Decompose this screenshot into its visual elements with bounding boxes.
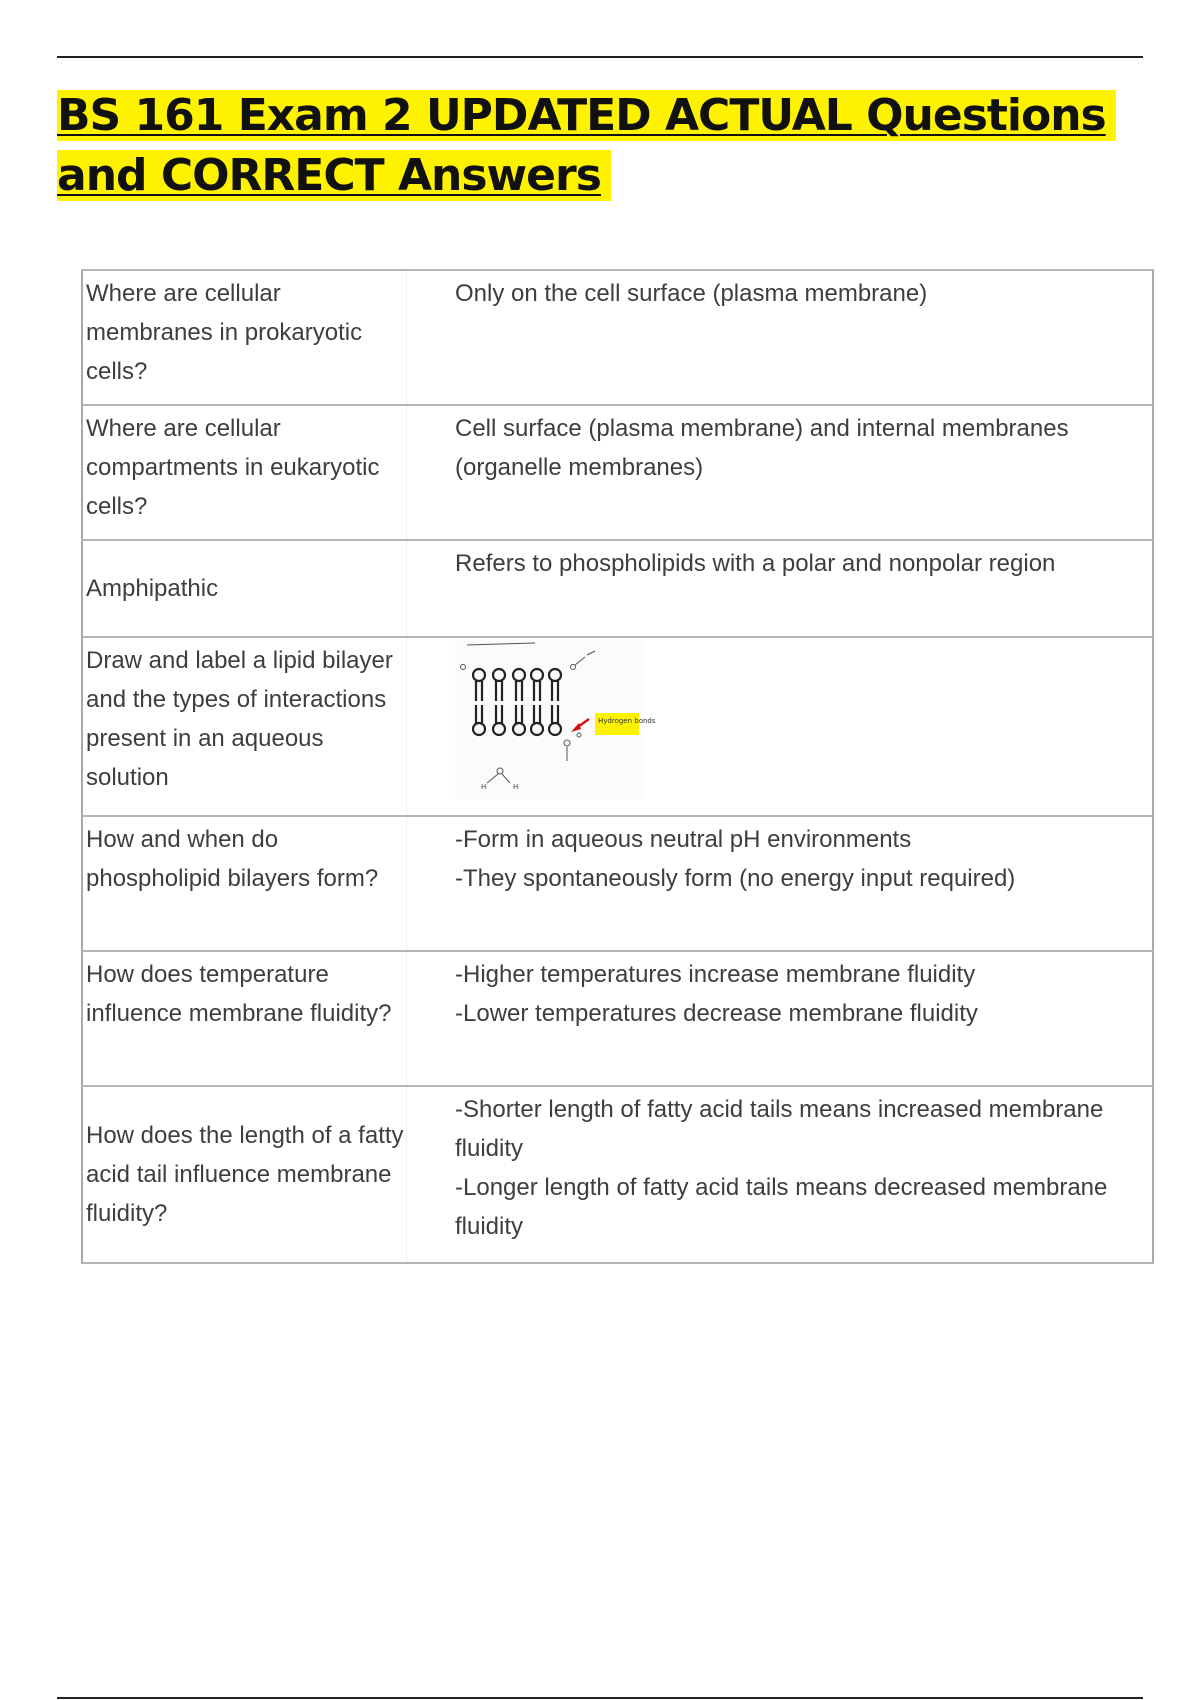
svg-text:H: H [513, 783, 519, 791]
table-row [82, 816, 1153, 951]
answer-line: -They spontaneously form (no energy input required) [455, 865, 1016, 892]
qa-table [81, 269, 1154, 1264]
answer-line: Cell surface (plasma membrane) and internal membranes (organelle membranes) [455, 415, 1069, 481]
lipid-bilayer-diagram [455, 639, 656, 799]
figure-label: Hydrogen bonds [598, 717, 656, 725]
answer-line: -Lower temperatures decrease membrane fluidity [455, 1000, 978, 1027]
answer-cell [407, 637, 1154, 816]
answer-cell [407, 951, 1154, 1086]
table-row [82, 540, 1153, 637]
top-rule [57, 56, 1143, 58]
question-cell: How does temperature influence membrane fluidity? [82, 951, 407, 1086]
table-row [82, 637, 1153, 816]
answer-line: Only on the cell surface (plasma membrane) [455, 280, 928, 307]
answer-line: -Shorter length of fatty acid tails means increased membrane fluidity [455, 1096, 1104, 1162]
answer-line: -Form in aqueous neutral pH environments [455, 826, 912, 853]
answer-cell [407, 1086, 1154, 1263]
answer-cell [407, 816, 1154, 951]
question-cell: Where are cellular membranes in prokaryotic cells? [82, 270, 407, 405]
question-cell: How does the length of a fatty acid tail influence membrane fluidity? [82, 1086, 407, 1263]
question-cell: Where are cellular compartments in eukaryotic cells? [82, 405, 407, 540]
title-text: BS 161 Exam 2 UPDATED ACTUAL Questions and CORRECT Answers [57, 90, 1116, 201]
svg-text:H: H [481, 783, 487, 791]
page-title [57, 86, 1117, 206]
bottom-rule [57, 1697, 1143, 1699]
table-row [82, 1086, 1153, 1263]
answer-line: Refers to phospholipids with a polar and nonpolar region [455, 550, 1056, 577]
question-cell: Amphipathic [82, 540, 407, 637]
answer-cell [407, 540, 1154, 637]
question-cell: How and when do phospholipid bilayers form? [82, 816, 407, 951]
table-row [82, 405, 1153, 540]
answer-cell [407, 270, 1154, 405]
answer-line: -Longer length of fatty acid tails means decreased membrane fluidity [455, 1174, 1108, 1240]
table-row [82, 270, 1153, 405]
question-cell: Draw and label a lipid bilayer and the types of interactions present in an aqueous solution [82, 637, 407, 816]
answer-line: -Higher temperatures increase membrane fluidity [455, 961, 976, 988]
table-row [82, 951, 1153, 1086]
answer-cell [407, 405, 1154, 540]
